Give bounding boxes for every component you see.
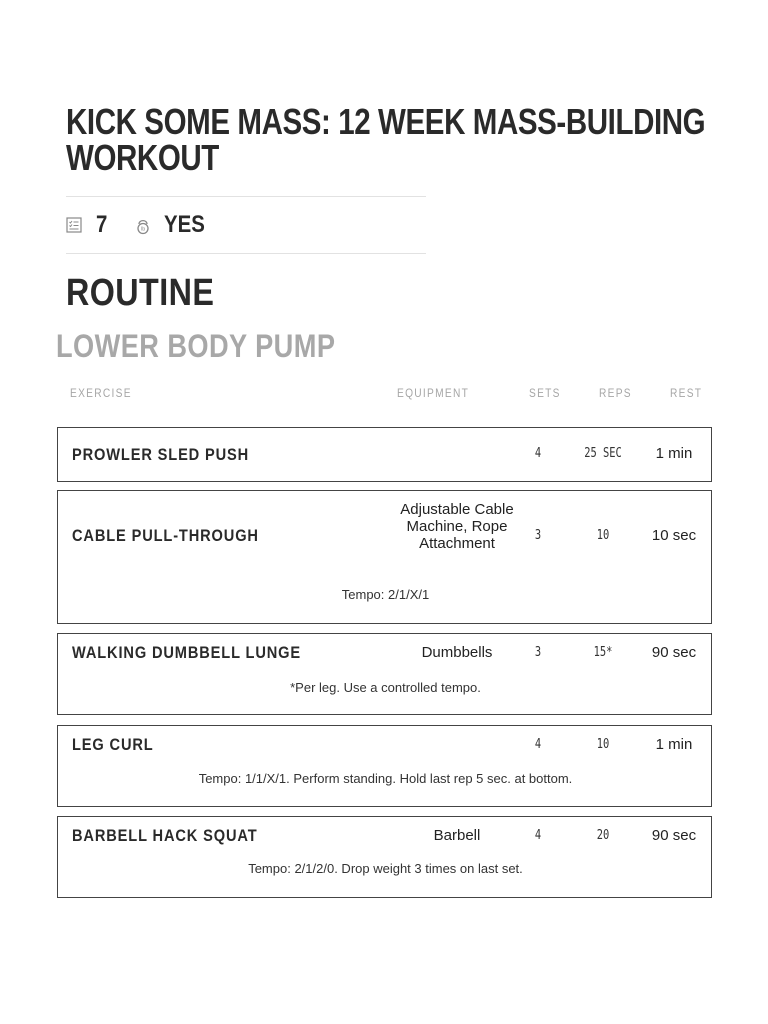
column-header-sets: SETS [529, 386, 561, 400]
exercise-reps: 10 [596, 737, 610, 752]
exercise-note: Tempo: 2/1/2/0. Drop weight 3 times on last set. [248, 861, 523, 876]
exercise-row [57, 490, 712, 624]
divider-bottom [66, 253, 426, 254]
exercise-sets: 3 [534, 528, 542, 543]
exercise-reps: 20 [596, 828, 610, 843]
exercise-name: PROWLER SLED PUSH [72, 445, 250, 464]
exercise-row [57, 633, 712, 715]
workout-title-line-1: KICK SOME MASS: 12 WEEK MASS-BUILDING [66, 101, 706, 142]
exercise-equipment: Adjustable Cable Machine, Rope Attachment [400, 501, 514, 552]
exercise-rest: 1 min [655, 736, 693, 753]
equipment-value: YES [164, 211, 205, 238]
column-header-equipment: EQUIPMENT [397, 386, 470, 400]
column-header-reps: REPS [599, 386, 632, 400]
exercise-sets: 3 [534, 645, 542, 660]
exercise-rest: 90 sec [651, 827, 697, 844]
exercise-sets: 4 [534, 446, 542, 461]
exercise-note: Tempo: 1/1/X/1. Perform standing. Hold last rep 5 sec. at bottom. [198, 771, 573, 786]
section-title: LOWER BODY PUMP [56, 328, 336, 364]
exercise-reps: 25 SEC [584, 446, 622, 461]
column-header-exercise: EXERCISE [70, 386, 132, 400]
workout-title [66, 101, 726, 178]
exercise-rest: 1 min [655, 445, 693, 462]
exercise-row [57, 427, 712, 482]
exercise-note: *Per leg. Use a controlled tempo. [290, 680, 481, 695]
svg-text:lb: lb [140, 226, 146, 233]
exercise-rest: 10 sec [651, 527, 697, 544]
divider-top [66, 196, 426, 197]
workout-title-line-2: WORKOUT [66, 137, 219, 178]
exercise-rest: 90 sec [651, 644, 697, 661]
exercise-name: BARBELL HACK SQUAT [72, 826, 258, 845]
days-value: 7 [96, 211, 108, 238]
checklist-icon [66, 217, 82, 233]
exercise-sets: 4 [534, 828, 542, 843]
exercise-row [57, 725, 712, 807]
exercise-row [57, 816, 712, 898]
exercise-sets: 4 [534, 737, 542, 752]
exercise-note: Tempo: 2/1/X/1 [341, 587, 430, 602]
exercise-name: LEG CURL [72, 735, 154, 754]
exercise-equipment: Barbell [433, 827, 481, 844]
workout-meta [66, 208, 212, 242]
exercise-equipment: Dumbbells [421, 644, 493, 661]
kettlebell-icon [134, 217, 150, 233]
exercise-reps: 15* [593, 645, 613, 660]
column-header-rest: REST [670, 386, 703, 400]
routine-heading: ROUTINE [66, 272, 215, 314]
exercise-name: CABLE PULL-THROUGH [72, 526, 259, 545]
exercise-name: WALKING DUMBBELL LUNGE [72, 643, 302, 662]
exercise-reps: 10 [596, 528, 610, 543]
